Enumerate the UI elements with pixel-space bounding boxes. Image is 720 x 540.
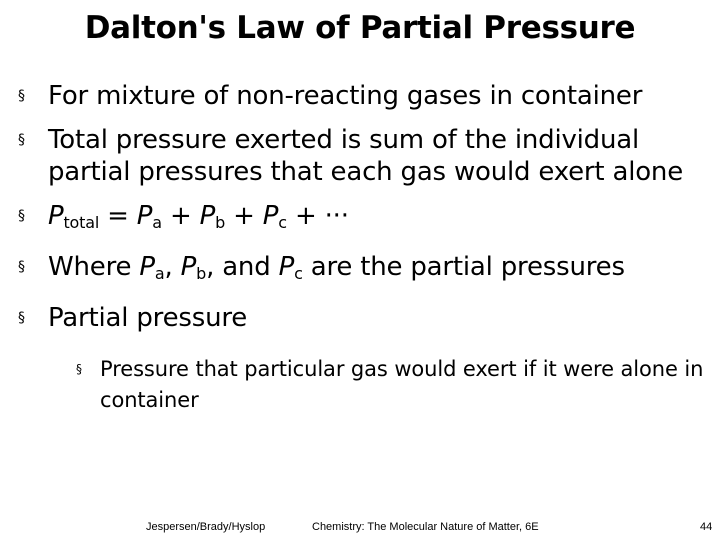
formula-p-c: P	[262, 201, 279, 231]
where-comma: ,	[164, 252, 181, 282]
bullet-marker-icon: §	[18, 208, 25, 224]
where-sub-b: b	[196, 264, 207, 283]
formula-p-a: P	[136, 201, 153, 231]
bullet-formula	[18, 200, 708, 239]
formula-tail: + ···	[286, 201, 349, 231]
sub-bullet-definition	[76, 354, 708, 416]
where-p-b: P	[180, 252, 197, 282]
formula-p-total: P	[48, 201, 64, 231]
where-sub-a: a	[154, 264, 165, 283]
bullet-marker-icon: §	[18, 259, 25, 275]
bullet-marker-icon: §	[18, 88, 25, 104]
bullet-where	[18, 251, 708, 290]
bullet-text: Partial pressure	[48, 303, 248, 333]
where-p-c: P	[278, 252, 295, 282]
formula-plus: +	[161, 201, 200, 231]
page-number: 44	[700, 521, 713, 533]
footer-authors: Jespersen/Brady/Hyslop	[146, 521, 266, 533]
where-sub-c: c	[294, 264, 303, 283]
bullet-text: Total pressure exerted is sum of the individual partial pressures that each gas would exert alone	[48, 125, 684, 187]
where-pre: Where	[48, 252, 140, 282]
where-and: , and	[206, 252, 279, 282]
formula-sub-b: b	[215, 213, 226, 232]
formula-equals: =	[99, 201, 137, 231]
formula-sub-a: a	[152, 213, 162, 232]
bullet-mixture	[18, 80, 708, 112]
bullet-marker-icon: §	[76, 362, 82, 376]
slide-title: Dalton's Law of Partial Pressure	[84, 10, 636, 46]
bullet-list	[18, 80, 708, 416]
where-post: are the partial pressures	[302, 252, 625, 282]
bullet-marker-icon: §	[18, 310, 25, 326]
formula-sub-total: total	[63, 213, 100, 232]
bullet-total-pressure	[18, 124, 708, 188]
sub-bullet-text: Pressure that particular gas would exert if it were alone in container	[100, 357, 704, 412]
formula-plus: +	[225, 201, 263, 231]
bullet-partial-pressure	[18, 302, 708, 334]
where-p-a: P	[139, 252, 155, 282]
sub-bullet-list	[18, 354, 708, 416]
formula-p-b: P	[199, 201, 216, 231]
bullet-text: For mixture of non-reacting gases in container	[48, 81, 643, 111]
formula-sub-c: c	[278, 213, 287, 232]
footer-book-title: Chemistry: The Molecular Nature of Matter, 6E	[312, 521, 539, 533]
bullet-marker-icon: §	[18, 132, 25, 148]
